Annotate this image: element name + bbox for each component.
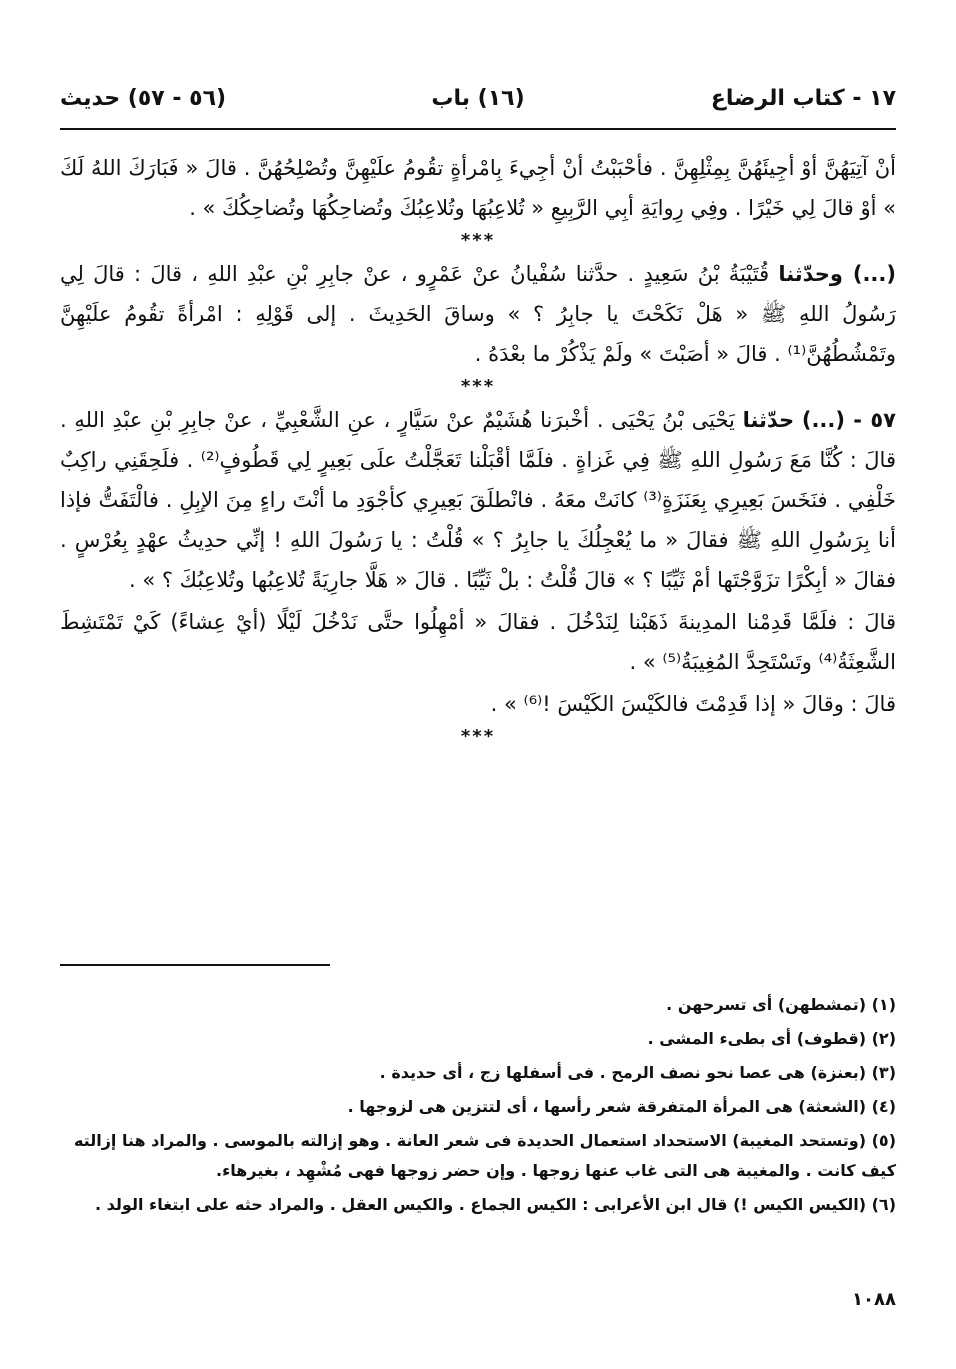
footnote-5: (٥) (وتستحد المغيبة) الاستحداد استعمال الحديدة فى شعر العانة . وهو إزالته بالموسى . والمراد هنا إزالته كيف كانت . والمغيبة هى التى غاب عنها زوجها . وإن حضر زوجها فهى مُشْهِد ، بغيرهاء. bbox=[73, 1131, 896, 1180]
paragraph-2 bbox=[60, 254, 896, 374]
paragraph-3-text: يَحْيَى بْنُ يَحْيَى . أخْبرَنا هُشَيْمٌ عنْ سَيَّارٍ ، عنِ الشَّعْبِيِّ ، عنْ جابِرِ بْنِ عبْدِ اللهِ . قالَ : كُنَّا مَعَ رَسُولِ اللهِ ﷺ فِي غَزاةٍ . فلَمَّا أقْبَلْنا تَعَجَّلْتُ علَى بَعِيرٍ لِي قَطُوفٍ⁽²⁾ . فلَحِقَنِي راكِبٌ خَلْفِي . فنَخَسَ بَعِيرِي بِعَنَزَةٍ⁽³⁾ كانَتْ معَهُ . فانْطلَقَ بَعِيرِي كأجْوَدِ ما أنْتَ راءٍ مِنَ الإبِلِ . فالْتَفَتُّ فإذا أنا بِرَسُولِ اللهِ ﷺ فقالَ « ما يُعْجِلُكَ يا جابِرُ ؟ » قُلْتُ : يا رَسُولَ اللهِ ! إنِّي حدِيثُ عهْدٍ بِعُرْسٍ . فقالَ « أبِكْرًا تزَوَّجْتَها أمْ ثَيِّبًا ؟ » قالَ قُلْتُ : بلْ ثَيِّبًا . قالَ « هَلَّا جارِيَةً تُلاعِبُها وتُلاعِبُكَ ؟ » . bbox=[60, 408, 896, 592]
paragraph-1: أنْ آتِيَهُنَّ أوْ أجِيئَهُنَّ بِمِثْلِهِنَّ . فأحْبَبْتُ أنْ أجِيءَ بِامْرأةٍ تقُومُ علَيْهِنَّ وتُصْلِحُهُنَّ . قالَ « فَبَارَكَ اللهُ لَكَ » أوْ قالَ لِي خَيْرًا . وفِي رِوايَةِ أبِي الرَّبِيعِ « تُلاعِبُهَا وتُلاعِبُكَ وتُضاحِكُهَا وتُضاحِكُكَ » . bbox=[60, 156, 896, 220]
paragraph-3 bbox=[60, 400, 896, 600]
footnote-2: (٢) (قطوف) أى بطىء المشى . bbox=[647, 1029, 896, 1048]
paragraph-5: قالَ : وقالَ « إذا قَدِمْتَ فالكَيْسَ الكَيْسَ !⁽⁶⁾ » . bbox=[490, 692, 896, 716]
chapter-title: ١٧ - كتاب الرضاع bbox=[710, 86, 896, 111]
footnote-3: (٣) (بعنزة) هى عصا نحو نصف الرمح . فى أسفلها زج ، أى حديدة . bbox=[379, 1063, 896, 1082]
main-text bbox=[60, 148, 896, 750]
narration-prefix: حدّثنا bbox=[742, 408, 795, 432]
separator-stars-3: *** bbox=[460, 726, 496, 747]
narration-prefix: (...) وحدّثنا bbox=[778, 262, 896, 286]
footnotes bbox=[60, 990, 896, 1224]
separator-stars-1: *** bbox=[460, 230, 496, 251]
separator-stars-2: *** bbox=[460, 376, 496, 397]
footnote-4: (٤) (الشعثة) هى المرأة المتفرقة شعر رأسها ، أى لتتزين هى لزوجها . bbox=[347, 1097, 896, 1116]
page-number: ١٠٨٨ bbox=[852, 1289, 896, 1310]
footnote-1: (١) (تمشطهن) أى تسرحهن . bbox=[666, 995, 896, 1014]
page-header bbox=[60, 80, 896, 130]
footnote-6: (٦) (الكيس الكيس !) قال ابن الأعرابى : الكيس الجماع . والكيس العقل . والمراد حثه على ابتغاء الولد . bbox=[95, 1195, 896, 1214]
book-page bbox=[60, 80, 896, 1310]
paragraph-4: قالَ : فلَمَّا قَدِمْنا المدِينةَ ذَهَبْنا لِنَدْخُلَ . فقالَ « أمْهِلُوا حتَّى نَدْخُلَ لَيْلًا (أيْ عِشاءً) كَيْ تَمْتَشِطَ الشَّعِثَةُ⁽⁴⁾ وتَسْتَحِدَّ المُغِيبَةُ⁽⁵⁾ » . bbox=[60, 610, 896, 674]
hadith-number: ٥٧ - (...) bbox=[801, 408, 896, 432]
hadith-range: (٥٦ - ٥٧) حديث bbox=[60, 86, 227, 111]
section-title: (١٦) باب bbox=[431, 86, 525, 111]
paragraph-2-text: قُتَيْبَةُ بْنُ سَعِيدٍ . حدَّثنا سُفْيانُ عنْ عَمْرٍو ، عنْ جابِرِ بْنِ عبْدِ اللهِ ، قالَ : قالَ لِي رَسُولُ اللهِ ﷺ « هَلْ نَكَحْتَ يا جابِرُ ؟ » وساقَ الحَدِيثَ . إلى قَوْلِهِ : امْرأةً تقُومُ علَيْهِنَّ وتَمْشُطُهُنَّ⁽¹⁾ . قالَ « أصَبْتَ » ولَمْ يَذْكُرْ ما بعْدَهُ . bbox=[60, 262, 896, 366]
footnote-divider bbox=[60, 964, 330, 966]
